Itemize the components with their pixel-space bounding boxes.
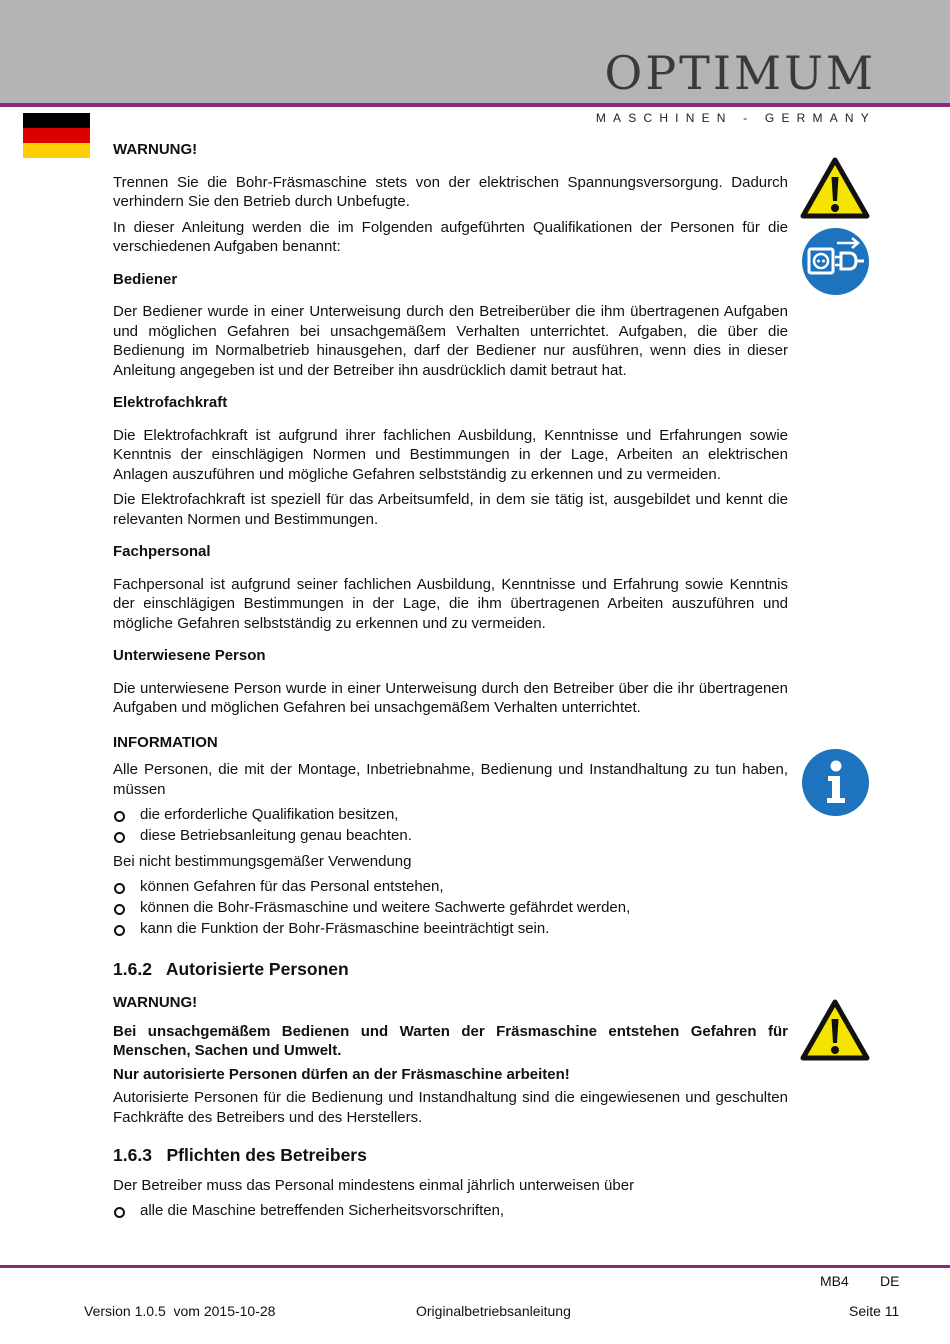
list-item: diese Betriebsanleitung genau beachten.	[113, 826, 788, 846]
brand-subtitle: MASCHINEN - GERMANY	[595, 111, 876, 125]
germany-flag-icon	[23, 113, 90, 158]
elektrofachkraft-heading: Elektrofachkraft	[113, 394, 228, 411]
list-item: kann die Funktion der Bohr-Fräsmaschine beeinträchtigt sein.	[113, 919, 788, 939]
footer-rule	[0, 1265, 950, 1268]
warning-triangle-icon	[800, 157, 870, 219]
information-text: Alle Personen, die mit der Montage, Inbetriebnahme, Bedienung und Instandhaltung zu tun haben, müssen	[113, 761, 788, 798]
fachpersonal-heading: Fachpersonal	[113, 543, 211, 560]
bediener-text: Der Bediener wurde in einer Unterweisung durch den Betreiberüber die ihm übertragenen Aufgaben und möglichen Gefahren bei unsachgemäßem Verhalten unterrichtet. Aufgaben, die über die Bedienung im Normalbetrieb hinausgehen, darf der Bediener nur ausführen, wenn dies in dieser Anleitung angegeben ist und der Betreiber ihn ausdrücklich damit betraut hat.	[113, 303, 788, 379]
warning-bold-text: Bei unsachgemäßem Bedienen und Warten der Fräsmaschine entstehen Gefahren für Menschen, Sachen und Umwelt.	[113, 1022, 788, 1059]
footer-page-number: Seite 11	[849, 1303, 900, 1319]
elektrofachkraft-text: Die Elektrofachkraft ist aufgrund ihrer fachlichen Ausbildung, Kenntnisse und Erfahrungen sowie Kenntnis der einschlägigen Normen und Bestimmungen in der Lage, Arbeiten an elektrischen Anlagen auszuführen und mögliche Gefahren selbstständig zu erkennen und zu vermeiden.	[113, 426, 788, 483]
warning-heading-2: WARNUNG!	[113, 994, 198, 1011]
fachpersonal-text: Fachpersonal ist aufgrund seiner fachlichen Ausbildung, Kenntnisse und Erfahrung sowie Kenntnis der einschlägigen Bestimmungen in der Lage, die ihm übertragenen Arbeiten auszuführen und mögliche Gefahren selbstständig zu erkennen und zu vermeiden.	[113, 575, 788, 632]
footer-model: MB4	[820, 1273, 849, 1289]
misuse-list	[113, 877, 788, 939]
list-item: alle die Maschine betreffenden Sicherheitsvorschriften,	[113, 1201, 788, 1221]
information-icon	[801, 748, 870, 817]
warning-text: Trennen Sie die Bohr-Fräsmaschine stets von der elektrischen Spannungsversorgung. Dadurch verhindern Sie den Betrieb durch Unbefugte.	[113, 173, 788, 210]
information-list	[113, 805, 788, 846]
information-text-2: Bei nicht bestimmungsgemäßer Verwendung	[113, 852, 412, 870]
warning-bold-text-2: Nur autorisierte Personen dürfen an der Fräsmaschine arbeiten!	[113, 1065, 570, 1083]
information-heading: INFORMATION	[113, 733, 218, 751]
footer-version: Version 1.0.5 vom 2015-10-28	[84, 1303, 276, 1319]
footer-language: DE	[880, 1273, 900, 1289]
operator-duties-list	[113, 1201, 788, 1221]
unterwiesene-person-heading: Unterwiesene Person	[113, 647, 266, 664]
warning-triangle-icon	[800, 999, 870, 1061]
page-content	[113, 140, 788, 1227]
bediener-heading: Bediener	[113, 270, 178, 288]
header-rule	[0, 103, 950, 107]
section-heading-1-6-2: 1.6.2 Autorisierte Personen	[113, 958, 349, 979]
authorized-persons-text: Autorisierte Personen für die Bedienung und Instandhaltung sind die eingewiesenen und geschulten Fachkräfte des Betreibers und des Herstellers.	[113, 1089, 788, 1126]
disconnect-plug-icon	[801, 227, 870, 296]
unterwiesene-person-text: Die unterwiesene Person wurde in einer Unterweisung durch den Betreiber über die ihr übertragenen Aufgaben und möglichen Gefahren bei unsachgemäßem Verhalten unterrichtet.	[113, 679, 788, 716]
list-item: können die Bohr-Fräsmaschine und weitere Sachwerte gefährdet werden,	[113, 898, 788, 918]
brand-logo: OPTIMUM	[604, 46, 876, 100]
warning-heading: WARNUNG!	[113, 141, 198, 158]
section-heading-1-6-3: 1.6.3 Pflichten des Betreibers	[113, 1145, 367, 1165]
footer-document-title: Originalbetriebsanleitung	[416, 1303, 571, 1319]
elektrofachkraft-text-2: Die Elektrofachkraft ist speziell für das Arbeitsumfeld, in dem sie tätig ist, ausgebildet und kennt die relevanten Normen und Bestimmungen.	[113, 491, 788, 528]
intro-text: In dieser Anleitung werden die im Folgenden aufgeführten Qualifikationen der Personen für die verschiedenen Aufgaben benannt:	[113, 218, 788, 255]
list-item: die erforderliche Qualifikation besitzen,	[113, 805, 788, 825]
list-item: können Gefahren für das Personal entstehen,	[113, 877, 788, 897]
operator-duties-text: Der Betreiber muss das Personal mindestens einmal jährlich unterweisen über	[113, 1176, 635, 1194]
